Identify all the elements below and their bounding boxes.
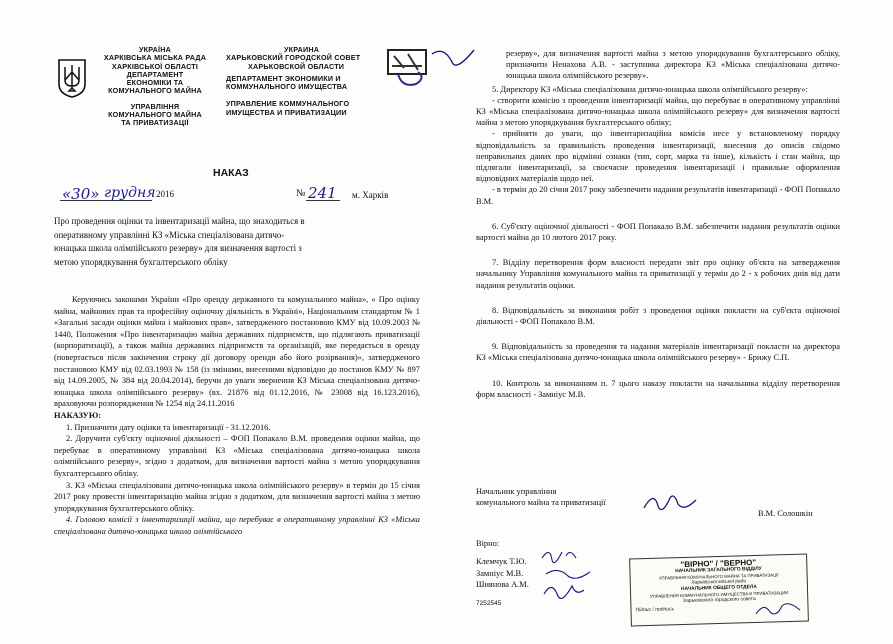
ru-line: ХАРЬКОВСКОЙ ОБЛАСТИ — [248, 61, 345, 71]
order-subject: Про проведення оцінки та інвентаризації майна, що знаходиться в оперативному управлінні КЗ «Міська спеціалізована дитячо-юнацька школа олімпійського резерву» для визначення вартості з метою упорядкування бухгалтерського обліку — [54, 216, 305, 267]
ru-line: УКРАИНА — [284, 45, 320, 54]
order-item-9: 9. Відповідальність за проведення та надання матеріалів інвентаризації покласти на директора КЗ «Міська спеціалізована дитячо-юнацька школа олімпійського резерву» - Брижу С.П. — [476, 342, 840, 363]
ru-line: ХАРЬКОВСКИЙ ГОРОДСКОЙ СОВЕТ — [226, 53, 361, 63]
order-item-3: 3. КЗ «Міська спеціалізована дитячо-юнацька школа олімпійського резерву» в термін до 15 січня 2017 року провести інвентаризацію майна згідно з додатком, для визначення вартості майна з метою упорядкування бухгалтерського обліку. — [54, 480, 420, 513]
approver: Замніус М.В. — [476, 568, 524, 578]
order-item-4: 4. Головою комісії з інвентаризації майна, що перебуває в оперативному управлінні КЗ «Міська спеціалізована дитячо-юнацька школа олімпійського — [54, 515, 420, 536]
stamp-sign-label: Підпис / подпись — [635, 606, 675, 614]
ru-dept-line: ИМУЩЕСТВА И ПРИВАТИЗАЦИИ — [226, 107, 347, 117]
ru-letterhead — [226, 46, 366, 117]
order-item-5: 5. Директору КЗ «Міська спеціалізована дитячо-юнацька школа олімпійського резерву»: — [492, 84, 808, 94]
signatory-position: Начальник управління комунального майна та приватизації — [476, 487, 606, 507]
ru-line: КОММУНАЛЬНОГО ИМУЩЕСТВА — [226, 82, 348, 92]
orders-label: НАКАЗУЮ: — [54, 410, 102, 420]
ua-line: ХАРКІВСЬКОЇ ОБЛАСТІ — [111, 61, 199, 71]
stamp-line: УПРАВЛІННЯ КОМУНАЛЬНОГО МАЙНА ТА ПРИВАТИЗАЦІЇ — [658, 572, 779, 581]
order-item-5c: - в термін до 20 січня 2017 року забезпечити надання результатів інвентаризації - ФОП Попакало В.М. — [476, 185, 840, 206]
approver-signatures — [536, 544, 598, 608]
order-item-1: 1. Призначити дату оцінки та інвентаризації - 31.12.2016. — [66, 422, 271, 432]
stamp-line: Харьковского городского совета — [682, 596, 756, 605]
ua-letterhead — [96, 46, 214, 128]
order-date — [60, 185, 220, 203]
left-column — [54, 294, 420, 537]
right-column — [476, 48, 840, 400]
stamp-line: Харківської міської ради — [691, 579, 747, 586]
approved-label: Вірно: — [476, 539, 500, 548]
number-value: 241 — [308, 184, 337, 202]
date-day: «30» — [62, 185, 100, 203]
head-signature — [640, 488, 700, 518]
order-item-5a: - створити комісію з проведення інвентаризації майна, що перебуває в оперативному управлінні КЗ «Міська спеціалізована дитячо-юнацька школа олімпійського резерву» для визначення вартості майна з метою упорядкування бухгалтерського обліку; — [476, 95, 840, 128]
approver: Клемчук Т.Ю. — [476, 557, 527, 566]
preamble: Керуючись законами України «Про оренду державного та комунального майна», « Про оцінку майна, майнових прав та професійну оціночну діяльність в Україні», Національним стандартом № 1 «Загальні засади оцінки майна і майнових прав», затвердженого постановою КМУ від 10.09.2003 № 1440, Положення «Про інвентаризацію майна державних підприємств, що підлягають приватизації (корпоратизації), а також майна державних підприємств та організацій, яке передається в оренду (повертається після закінчення строку дії договору оренди або його розірвання)», затвердженого постановою КМУ від 02.03.1993 № 158 (із змінами, внесеними відповідно до постанов КМУ № 897 від 14.09.2005, № 384 від 20.04.2014), беручи до уваги звернення КЗ Міська спеціалізована дитячо-юнацька школа олімпійського резерву» (вх. 21876 від 01.12.2016, № 23008 від 16.123.2016), враховуючи розпорядження № 1254 від 24.11.2016 — [54, 295, 420, 409]
date-month: грудня — [104, 185, 156, 201]
ua-dept-line: КОМУНАЛЬНОГО МАЙНА — [108, 110, 202, 120]
date-year: 2016 — [156, 189, 174, 199]
ru-dept-line: УПРАВЛЕНИЕ КОММУНАЛЬНОГО — [226, 99, 350, 109]
order-item-5b: - прийняти до уваги, що інвентаризаційна комісія несе у встановленому порядку відповідальність за правильність проведення інвентаризації, внесення до описів свідомо неправильних даних про відмінні ознаки (тип, сорт, марка та інше), кількість і стан майна, що підлягали інвентаризації, за своєчасне проведення інвентаризації і правильне оформлення відповідних матеріалів щодо неї. — [476, 129, 840, 184]
order-item-6: 6. Суб'єкту оціночної діяльності - ФОП Попакало В.М. забезпечити надання результатів оцінки вартості майна до 10 лютого 2017 року. — [476, 221, 840, 243]
number-sign: № — [296, 188, 306, 199]
ua-line: ДЕПАРТАМЕНТ — [126, 69, 184, 79]
stamp-signature — [752, 598, 804, 620]
ua-line: КОМУНАЛЬНОГО МАЙНА — [108, 86, 202, 96]
item4-continuation: резерву», для визначення вартості майна з метою упорядкування бухгалтерського обліку, призначити Ненахова А.В. - заступника директора КЗ «Міська спеціалізована дитячо-юнацька школа олімпійського резерву». — [506, 49, 840, 81]
ua-line: ЕКОНОМІКИ ТА — [126, 78, 184, 88]
order-item-7: 7. Відділу перетворення форм власності передати звіт про оцінку об'єкта на затвердження начальнику Управління комунального майна та приватизації у термін до 2 - х робочих днів від дати надання результатів оцінки. — [476, 258, 840, 290]
ua-line: ХАРКІВСЬКА МІСЬКА РАДА — [103, 53, 207, 63]
trident-coat-of-arms-icon — [57, 58, 87, 98]
ua-line: УКРАЇНА — [139, 45, 171, 54]
stamp-title: "ВІРНО" / "ВЕРНО" — [680, 557, 757, 570]
order-title: НАКАЗ — [213, 167, 249, 179]
ua-dept-line: ТА ПРИВАТИЗАЦІЇ — [121, 118, 189, 128]
stamp-line: УПРАВЛЕНИЯ КОММУНАЛЬНОГО ИМУЩЕСТВА И ПРИВАТИЗАЦИИ — [649, 590, 789, 599]
stamp-line: НАЧАЛЬНИК ЗАГАЛЬНОГО ВІДДІЛУ — [675, 566, 762, 575]
ru-line: ДЕПАРТАМЕНТ ЭКОНОМИКИ И — [226, 73, 341, 83]
registration-stamp-mark — [382, 44, 480, 94]
city: м. Харків — [352, 190, 389, 200]
stamp-line: НАЧАЛЬНИК ОБЩЕГО ОТДЕЛА — [680, 584, 757, 593]
order-number — [296, 184, 342, 202]
order-item-10: 10. Контроль за виконанням п. 7 цього наказу покласти на начальника відділу перетворення форм власності - Замніус М.В. — [476, 378, 840, 399]
approver: Шиянова А.М. — [476, 580, 529, 590]
order-item-8: 8. Відповідальність за виконання робіт з проведення оцінки покласти на суб'єкта оціночної діяльності - ФОП Попакало В.М. — [476, 305, 840, 327]
order-item-2: 2. Доручити суб'єкту оціночної діяльності – ФОП Попакало В.М. проведення оцінки майна, що перебуває в оперативному управлінні КЗ «Міська спеціалізована дитячо-юнацька школа олімпійського резерву», згідно з додатком, для визначення вартості майна з метою упорядкування бухгалтерського обліку. — [54, 434, 420, 478]
signatory-name: В.М. Солошкін — [758, 509, 813, 518]
approvers-list — [476, 556, 529, 591]
doc-code: 7252545 — [476, 600, 502, 607]
ua-dept-line: УПРАВЛІННЯ — [130, 101, 180, 111]
